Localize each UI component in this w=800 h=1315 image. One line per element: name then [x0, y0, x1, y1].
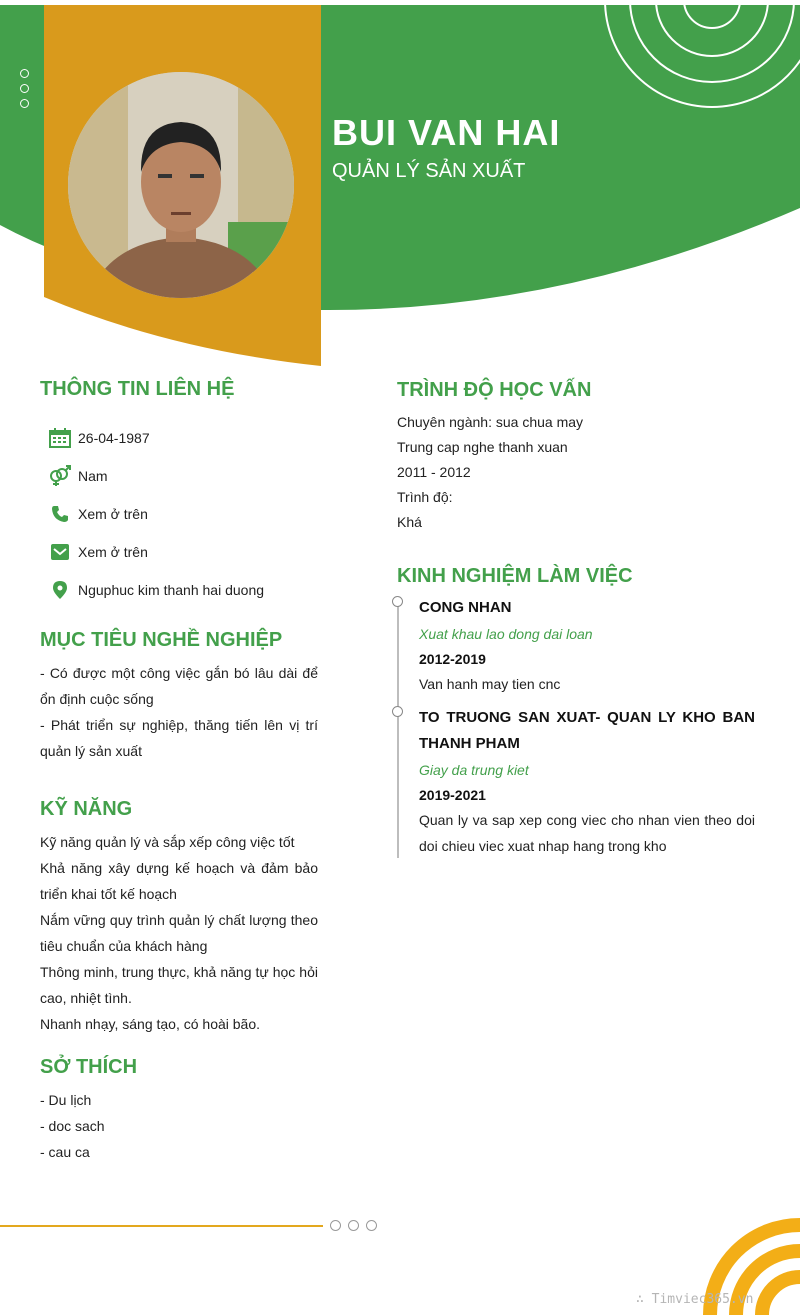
objective-content [40, 660, 318, 764]
address-value: Nguphuc kim thanh hai duong [78, 582, 265, 598]
avatar [68, 72, 294, 298]
hobbies-section-title: SỞ THÍCH [40, 1056, 138, 1078]
hobby-line: - Du lịch [40, 1092, 92, 1108]
calendar-icon [48, 426, 72, 450]
timeline-dot [392, 596, 403, 607]
job-company: Giay da trung kiet [419, 762, 529, 778]
watermark-icon: ∴ [636, 1292, 652, 1307]
decorative-dots-vertical [20, 69, 32, 114]
job-company: Xuat khau lao dong dai loan [419, 626, 593, 642]
skill-line: Nắm vững quy trình quản lý chất lượng theo tiêu chuẩn của khách hàng [40, 912, 318, 954]
candidate-name: BUI VAN HAI [332, 112, 561, 153]
contact-item-birthdate [48, 426, 150, 450]
decorative-dots-horizontal [330, 1220, 384, 1231]
education-content [397, 410, 757, 535]
objective-section-title: MỤC TIÊU NGHỀ NGHIỆP [40, 629, 283, 651]
hobbies-content [40, 1087, 318, 1165]
contact-item-address [48, 578, 264, 602]
objective-line: - Phát triển sự nghiệp, thăng tiến lên vị trí quản lý sản xuất [40, 717, 318, 759]
job-period: 2012-2019 [419, 651, 486, 667]
timeline-line [397, 602, 399, 858]
education-level-label: Trình độ: [397, 489, 453, 505]
skill-line: Kỹ năng quản lý và sắp xếp công việc tốt [40, 834, 295, 850]
phone-icon [48, 502, 72, 526]
job-description: Van hanh may tien cnc [419, 676, 561, 692]
education-major: Chuyên ngành: sua chua may [397, 414, 584, 430]
education-period: 2011 - 2012 [397, 464, 471, 480]
watermark [636, 1292, 753, 1307]
timeline-dot [392, 706, 403, 717]
hobby-line: - cau ca [40, 1144, 90, 1160]
watermark-text: Timviec365.vn [651, 1292, 754, 1307]
job-entry [419, 595, 755, 697]
job-description: Quan ly va sap xep cong viec cho nhan vien theo doi doi chieu viec xuat nhap hang trong kho [419, 812, 755, 854]
job-period: 2019-2021 [419, 787, 486, 803]
footer-divider [0, 1225, 323, 1227]
skill-line: Nhanh nhạy, sáng tạo, có hoài bão. [40, 1016, 261, 1032]
job-title: TO TRUONG SAN XUAT- QUAN LY KHO BAN THANH PHAM [419, 709, 755, 752]
skills-content [40, 829, 318, 1037]
hobby-line: - doc sach [40, 1118, 105, 1134]
job-title: CONG NHAN [419, 599, 512, 616]
location-icon [48, 578, 72, 602]
email-icon [48, 540, 72, 564]
gender-value: Nam [78, 468, 108, 484]
education-section-title: TRÌNH ĐỘ HỌC VẤN [397, 379, 592, 401]
job-entry [419, 705, 755, 859]
skill-line: Thông minh, trung thực, khả năng tự học hỏi cao, nhiệt tình. [40, 964, 318, 1006]
candidate-role: QUẢN LÝ SẢN XUẤT [332, 160, 526, 182]
phone-value: Xem ở trên [78, 506, 148, 522]
contact-item-gender [48, 464, 108, 488]
email-value: Xem ở trên [78, 544, 148, 560]
education-level: Khá [397, 514, 422, 530]
birthdate-value: 26-04-1987 [78, 430, 150, 446]
gender-icon [48, 464, 72, 488]
skills-section-title: KỸ NĂNG [40, 798, 133, 820]
objective-line: - Có được một công việc gắn bó lâu dài để ổn định cuộc sống [40, 665, 318, 707]
contact-section-title: THÔNG TIN LIÊN HỆ [40, 378, 235, 400]
education-school: Trung cap nghe thanh xuan [397, 439, 568, 455]
contact-item-email [48, 540, 148, 564]
skill-line: Khả năng xây dựng kế hoạch và đảm bảo triển khai tốt kế hoạch [40, 860, 318, 902]
contact-item-phone [48, 502, 148, 526]
experience-section-title: KINH NGHIỆM LÀM VIỆC [397, 565, 633, 587]
